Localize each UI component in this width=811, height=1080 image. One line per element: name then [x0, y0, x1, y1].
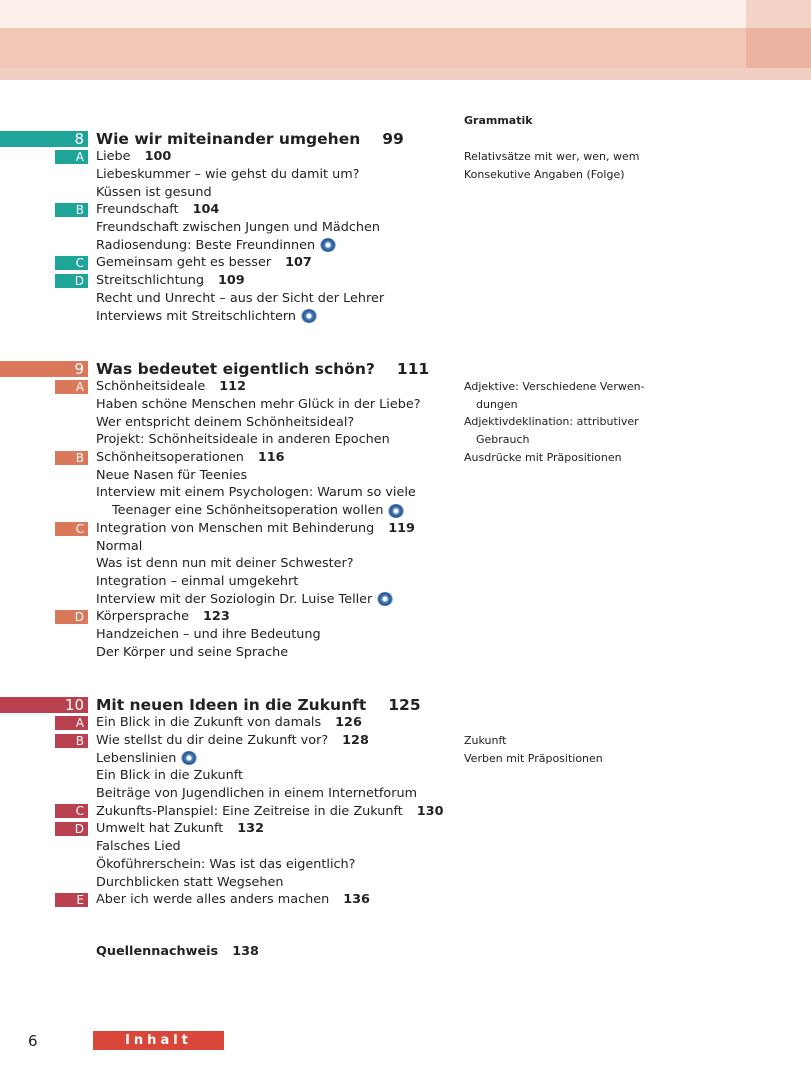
grammar-item: Konsekutive Angaben (Folge) — [464, 167, 625, 181]
header-band — [0, 28, 811, 68]
entry-title: Recht und Unrecht – aus der Sicht der Lehrer — [96, 290, 385, 306]
entry-title: Was ist denn nun mit deiner Schwester? — [96, 556, 354, 572]
section-letter-badge: A — [55, 380, 88, 394]
entry-page: 100 — [144, 149, 172, 165]
audio-cd-icon — [301, 309, 317, 323]
section-entry[interactable] — [0, 272, 811, 290]
entry-page: 136 — [343, 892, 370, 908]
entry-title: Integration von Menschen mit Behinderung — [96, 520, 375, 536]
header-band-light — [0, 0, 811, 28]
entry-title: Falsches Lied — [96, 839, 181, 855]
entry-page: 112 — [219, 379, 246, 395]
entry-title: Haben schöne Menschen mehr Glück in der Liebe? — [96, 397, 421, 413]
entry-title: Freundschaft zwischen Jungen und Mädchen — [96, 220, 380, 236]
entry-title: Handzeichen – und ihre Bedeutung — [96, 626, 321, 642]
entry-title: Projekt: Schönheitsideale in anderen Epochen — [96, 432, 390, 448]
section-entry[interactable] — [0, 254, 811, 272]
chapter-8 — [0, 129, 811, 325]
section-entry[interactable] — [0, 802, 811, 820]
audio-cd-icon — [320, 238, 336, 252]
entry-title: Ein Blick in die Zukunft von damals — [96, 715, 322, 731]
entry-title: Wer entspricht deinem Schönheitsideal? — [96, 414, 355, 430]
section-tab: Inhalt — [93, 1031, 224, 1050]
toc-subentry[interactable] — [0, 307, 811, 325]
chapter-number-bar: 10 — [0, 697, 88, 713]
toc-subentry[interactable] — [0, 183, 811, 201]
grammar-list-10 — [464, 732, 603, 767]
section-letter-badge: A — [55, 716, 88, 730]
chapter-title: Was bedeutet eigentlich schön? — [96, 359, 375, 378]
toc-subentry[interactable] — [0, 219, 811, 237]
entry-title: Lebenslinien — [96, 750, 177, 766]
entry-title: Radiosendung: Beste Freundinnen — [96, 237, 316, 253]
chapter-number-bar: 8 — [0, 131, 88, 147]
entry-page: 126 — [335, 715, 362, 731]
entry-page: 119 — [388, 520, 415, 536]
grammar-item: Zukunft — [464, 734, 507, 747]
section-entry[interactable] — [0, 520, 811, 538]
entry-title: Interview mit einem Psychologen: Warum so viele — [96, 485, 416, 501]
toc-subentry[interactable] — [0, 166, 811, 184]
entry-page: 116 — [257, 450, 285, 466]
chapter-page: 111 — [396, 359, 430, 378]
section-entry[interactable] — [0, 732, 811, 750]
header-corner — [746, 0, 811, 28]
section-letter-badge: B — [55, 203, 88, 217]
grammar-item: Gebrauch — [476, 433, 530, 447]
section-letter-badge: C — [55, 256, 88, 270]
entry-page: 104 — [192, 202, 220, 218]
entry-title: Gemeinsam geht es besser — [96, 255, 272, 271]
entry-title: Teenager eine Schönheitsoperation wollen — [112, 503, 384, 519]
section-entry[interactable] — [0, 449, 811, 467]
toc-subentry[interactable] — [0, 466, 811, 484]
audio-cd-icon — [181, 751, 197, 765]
chapter-heading[interactable] — [0, 129, 811, 148]
grammar-item: Ausdrücke mit Präpositionen — [464, 450, 622, 464]
chapter-10 — [0, 695, 811, 909]
section-entry[interactable] — [0, 201, 811, 219]
chapter-number-bar: 9 — [0, 361, 88, 377]
header-corner-dark — [746, 28, 811, 68]
entry-title: Liebe — [96, 149, 131, 165]
entry-title: Umwelt hat Zukunft — [96, 821, 224, 837]
section-letter-badge: B — [55, 451, 88, 465]
toc-subentry[interactable] — [0, 785, 811, 803]
grammar-item: Adjektive: Verschiedene Verwen- — [464, 380, 645, 393]
section-letter-badge: C — [55, 522, 88, 536]
entry-title: Interviews mit Streitschlichtern — [96, 308, 297, 324]
entry-title: Interview mit der Soziologin Dr. Luise Teller — [96, 591, 373, 607]
chapter-page: 99 — [382, 129, 404, 148]
section-letter-badge: B — [55, 734, 88, 748]
header-band-bottom — [0, 68, 811, 80]
toc-subentry[interactable] — [0, 236, 811, 254]
section-letter-badge: C — [55, 804, 88, 818]
section-entry[interactable] — [0, 378, 811, 396]
toc-subentry[interactable] — [0, 396, 811, 414]
toc-subentry[interactable] — [0, 573, 811, 591]
sources-label: Quellennachweis — [96, 944, 219, 959]
entry-title: Neue Nasen für Teenies — [96, 467, 248, 483]
grammar-item: Verben mit Präpositionen — [464, 751, 603, 765]
chapter-title: Mit neuen Ideen in die Zukunft — [96, 695, 367, 714]
section-letter-badge: A — [55, 150, 88, 164]
toc-subentry[interactable] — [0, 290, 811, 308]
entry-title: Normal — [96, 538, 143, 554]
toc-subentry[interactable] — [0, 626, 811, 644]
sources-entry[interactable] — [96, 944, 259, 959]
entry-title: Liebeskummer – wie gehst du damit um? — [96, 167, 360, 183]
chapter-heading[interactable] — [0, 359, 811, 378]
entry-page: 132 — [237, 821, 264, 837]
section-entry[interactable] — [0, 714, 811, 732]
grammar-list-9 — [464, 378, 645, 467]
entry-title: Beiträge von Jugendlichen in einem Internetforum — [96, 786, 418, 802]
sources-page: 138 — [232, 944, 259, 959]
entry-page: 123 — [203, 609, 230, 625]
toc-subentry[interactable] — [0, 643, 811, 661]
entry-title: Ökoführerschein: Was ist das eigentlich? — [96, 856, 356, 872]
section-letter-badge: E — [55, 893, 88, 907]
toc-subentry[interactable] — [0, 856, 811, 874]
grammar-list-8 — [464, 148, 639, 183]
entry-title: Körpersprache — [96, 609, 190, 625]
audio-cd-icon — [377, 592, 393, 606]
entry-title: Ein Blick in die Zukunft — [96, 768, 243, 784]
section-letter-badge: D — [55, 822, 88, 836]
toc-subentry[interactable] — [0, 502, 811, 520]
chapter-9 — [0, 359, 811, 661]
entry-title: Schönheitsoperationen — [96, 450, 244, 466]
grammar-heading: Grammatik — [464, 114, 533, 127]
entry-page: 109 — [218, 273, 245, 289]
chapter-page: 125 — [388, 695, 421, 714]
section-letter-badge: D — [55, 610, 88, 624]
grammar-item: Adjektivdeklination: attributiver — [464, 415, 639, 429]
toc-subentry[interactable] — [0, 590, 811, 608]
entry-title: Küssen ist gesund — [96, 184, 212, 200]
entry-title: Schönheitsideale — [96, 379, 206, 395]
entry-title: Zukunfts-Planspiel: Eine Zeitreise in die Zukunft — [96, 803, 403, 819]
entry-title: Durchblicken statt Wegsehen — [96, 874, 284, 890]
chapter-heading[interactable] — [0, 695, 811, 714]
toc-subentry[interactable] — [0, 838, 811, 856]
toc-subentry[interactable] — [0, 873, 811, 891]
audio-cd-icon — [388, 504, 404, 518]
toc-subentry[interactable] — [0, 484, 811, 502]
toc-subentry[interactable] — [0, 431, 811, 449]
entry-title: Wie stellst du dir deine Zukunft vor? — [96, 733, 329, 749]
chapter-title: Wie wir miteinander umgehen — [96, 129, 361, 148]
section-entry[interactable] — [0, 820, 811, 838]
page-number: 6 — [28, 1032, 38, 1050]
entry-page: 128 — [342, 733, 369, 749]
entry-page: 130 — [416, 803, 444, 819]
entry-title: Integration – einmal umgekehrt — [96, 573, 299, 589]
grammar-item: dungen — [476, 397, 518, 411]
grammar-item: Relativsätze mit wer, wen, wem — [464, 150, 640, 163]
entry-title: Streitschlichtung — [96, 273, 204, 289]
section-entry[interactable] — [0, 891, 811, 909]
toc-subentry[interactable] — [0, 413, 811, 431]
toc-subentry[interactable] — [0, 537, 811, 555]
toc-subentry[interactable] — [0, 555, 811, 573]
toc-subentry[interactable] — [0, 767, 811, 785]
section-letter-badge: D — [55, 274, 88, 288]
entry-title: Aber ich werde alles anders machen — [96, 892, 330, 908]
section-entry[interactable] — [0, 148, 811, 166]
entry-title: Freundschaft — [96, 202, 179, 218]
entry-page: 107 — [285, 255, 312, 271]
section-entry[interactable] — [0, 608, 811, 626]
toc-subentry[interactable] — [0, 749, 811, 767]
entry-title: Der Körper und seine Sprache — [96, 644, 289, 660]
